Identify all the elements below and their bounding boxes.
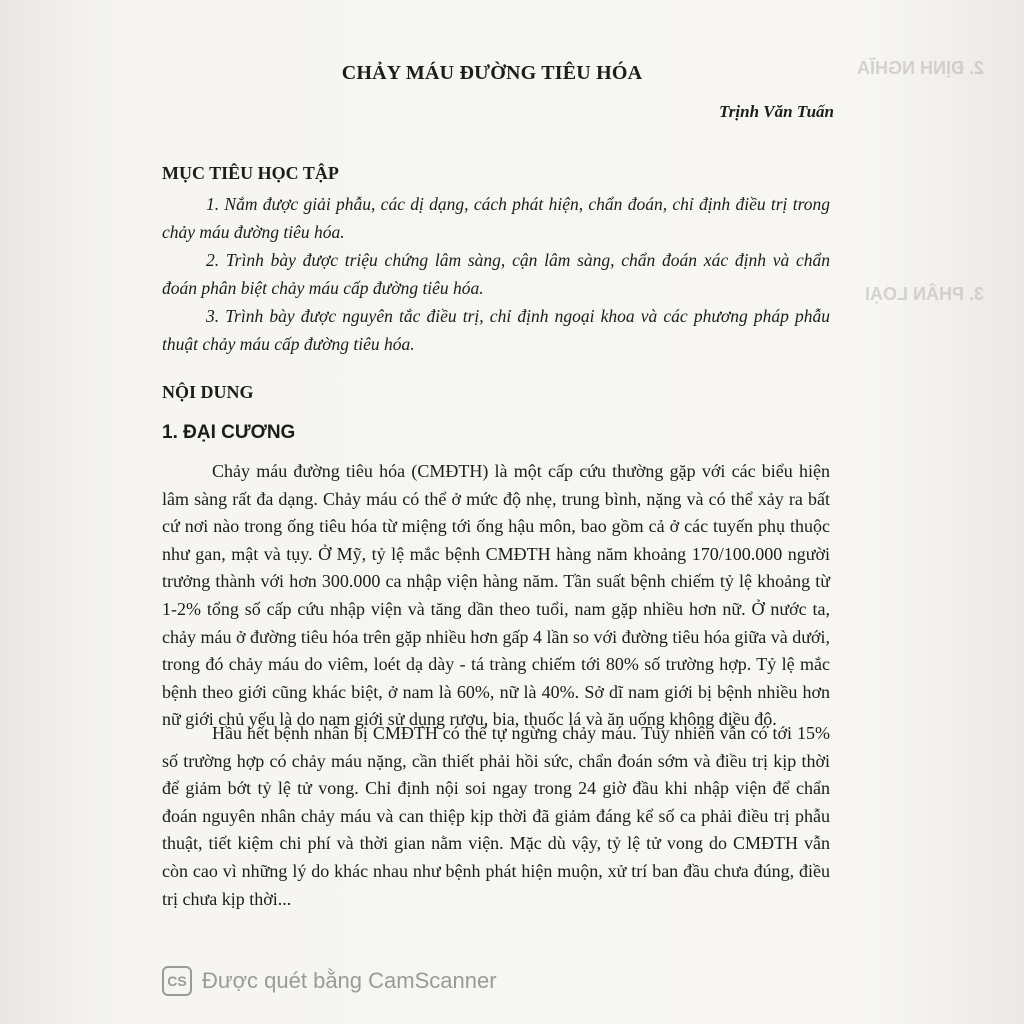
body-paragraph: Chảy máu đường tiêu hóa (CMĐTH) là một cấp cứu thường gặp với các biểu hiện lâm sàng rất đa dạng. Chảy máu có thể ở mức độ nhẹ, trung bình, nặng và có thể xảy ra bất cứ nơi nào trong ống tiêu hóa từ miệng tới ống hậu môn, bao gồm cả ở các tuyến phụ thuộc như gan, mật và tụy. Ở Mỹ, tỷ lệ mắc bệnh CMĐTH hàng năm khoảng 170/100.000 người trưởng thành với hơn 300.000 ca nhập viện hàng năm. Tần suất bệnh chiếm tỷ lệ khoảng từ 1-2% tổng số cấp cứu nhập viện và tăng dần theo tuổi, nam gặp nhiều hơn nữ. Ở nước ta, chảy máu ở đường tiêu hóa trên gặp nhiều hơn gấp 4 lần so với đường tiêu hóa giữa và dưới, trong đó chảy máu do viêm, loét dạ dày - tá tràng chiếm tới 80% số trường hợp. Tỷ lệ mắc bệnh theo giới cũng khác biệt, ở nam là 60%, nữ là 40%. Sở dĩ nam giới bị bệnh nhiều hơn nữ giới chủ yếu là do nam giới sử dụng rượu, bia, thuốc lá và ăn uống không điều độ. xyxy=(162,461,830,730)
body-paragraph: Hầu hết bệnh nhân bị CMĐTH có thể tự ngừng chảy máu. Tuy nhiên vẫn có tới 15% số trường hợp có chảy máu nặng, cần thiết phải hồi sức, chẩn đoán sớm và điều trị kịp thời để giảm bớt tỷ lệ tử vong. Chỉ định nội soi ngay trong 24 giờ đầu khi nhập viện để chẩn đoán nguyên nhân chảy máu và can thiệp kịp thời đã giảm đáng kể số ca phải điều trị phẫu thuật, tiết kiệm chi phí và thời gian nằm viện. Mặc dù vậy, tỷ lệ tử vong do CMĐTH vẫn còn cao vì những lý do khác nhau như bệnh phát hiện muộn, xử trí ban đầu chưa đúng, điều trị chưa kịp thời... xyxy=(162,723,830,909)
author-name: Trịnh Văn Tuấn xyxy=(719,102,834,121)
objective-item: 3. Trình bày được nguyên tắc điều trị, chỉ định ngoại khoa và các phương pháp phẫu thuật chảy máu cấp đường tiêu hóa. xyxy=(162,306,830,354)
bleed-through-heading: 3. PHÂN LOẠI xyxy=(864,284,984,304)
content-heading: NỘI DUNG xyxy=(162,382,254,402)
camscanner-logo-icon: CS xyxy=(162,966,192,996)
document-title: CHẢY MÁU ĐƯỜNG TIÊU HÓA xyxy=(341,62,643,84)
objectives-heading: MỤC TIÊU HỌC TẬP xyxy=(162,163,339,183)
scanner-watermark-text: Được quét bằng CamScanner xyxy=(202,968,497,993)
objective-item: 2. Trình bày được triệu chứng lâm sàng, cận lâm sàng, chẩn đoán xác định và chẩn đoán phân biệt chảy máu cấp đường tiêu hóa. xyxy=(162,250,830,298)
bleed-through-heading: 2. ĐỊNH NGHĨA xyxy=(856,58,984,78)
objective-item: 1. Nắm được giải phẫu, các dị dạng, cách phát hiện, chẩn đoán, chỉ định điều trị trong chảy máu đường tiêu hóa. xyxy=(162,194,830,242)
section-heading: 1. ĐẠI CƯƠNG xyxy=(162,422,296,443)
scanner-watermark xyxy=(162,966,497,996)
